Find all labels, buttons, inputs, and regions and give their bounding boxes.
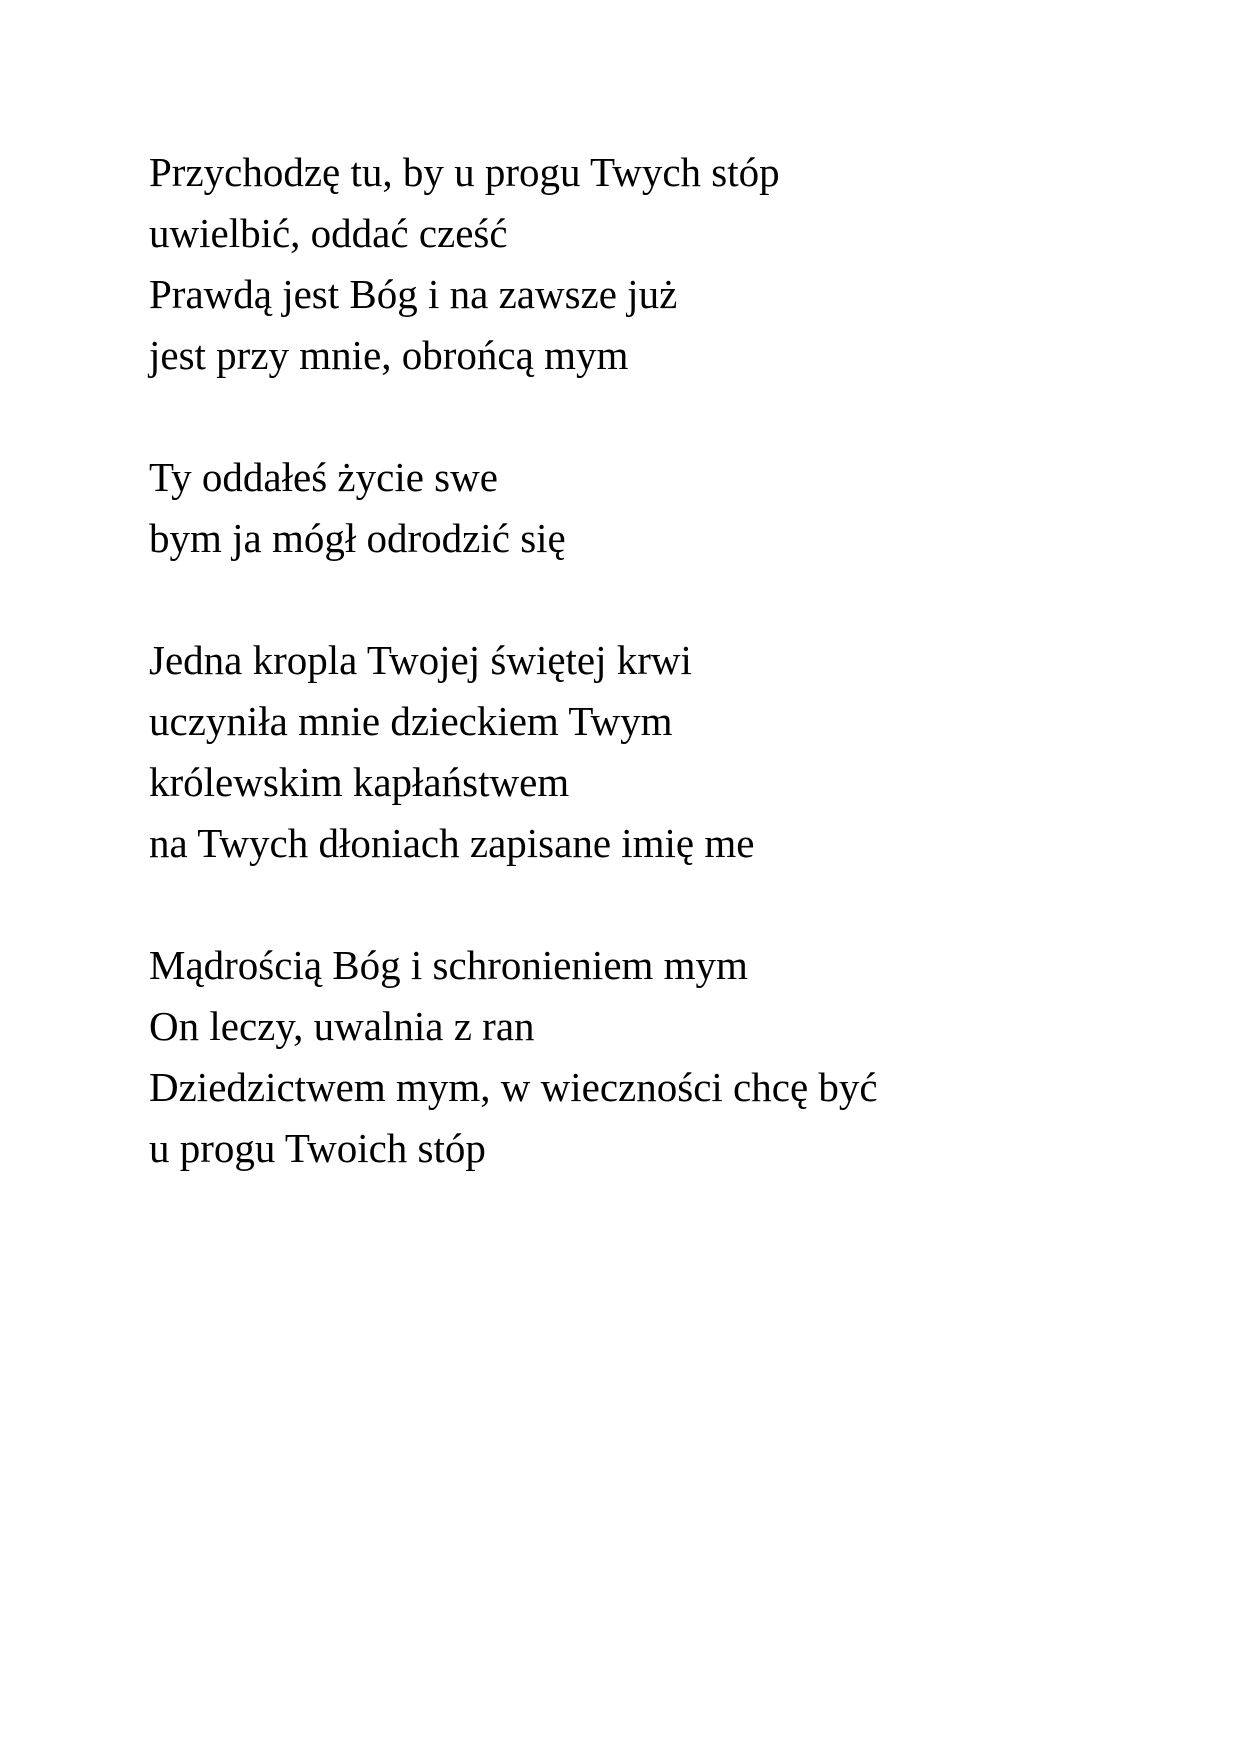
lyric-line: bym ja mógł odrodzić się	[149, 515, 566, 561]
lyric-line: Mądrością Bóg i schronieniem mym	[149, 942, 748, 988]
lyric-line: On leczy, uwalnia z ran	[149, 1003, 535, 1049]
lyric-line: Dziedzictwem mym, w wieczności chcę być	[149, 1064, 878, 1110]
lyric-line: Jedna kropla Twojej świętej krwi	[149, 637, 692, 683]
lyric-line: Prawdą jest Bóg i na zawsze już	[149, 271, 678, 317]
lyric-line: uwielbić, oddać cześć	[149, 210, 508, 256]
stanza-4	[149, 935, 1201, 1179]
document-page	[149, 142, 1201, 1240]
lyric-line: królewskim kapłaństwem	[149, 759, 570, 805]
lyric-line: uczyniła mnie dzieckiem Twym	[149, 698, 673, 744]
lyric-line: Przychodzę tu, by u progu Twych stóp	[149, 149, 780, 195]
lyric-line: na Twych dłoniach zapisane imię me	[149, 820, 755, 866]
stanza-2	[149, 447, 1201, 569]
lyric-line: u progu Twoich stóp	[149, 1125, 486, 1171]
lyric-line: jest przy mnie, obrońcą mym	[149, 332, 629, 378]
stanza-3	[149, 630, 1201, 874]
stanza-1	[149, 142, 1201, 386]
lyric-line: Ty oddałeś życie swe	[149, 454, 498, 500]
